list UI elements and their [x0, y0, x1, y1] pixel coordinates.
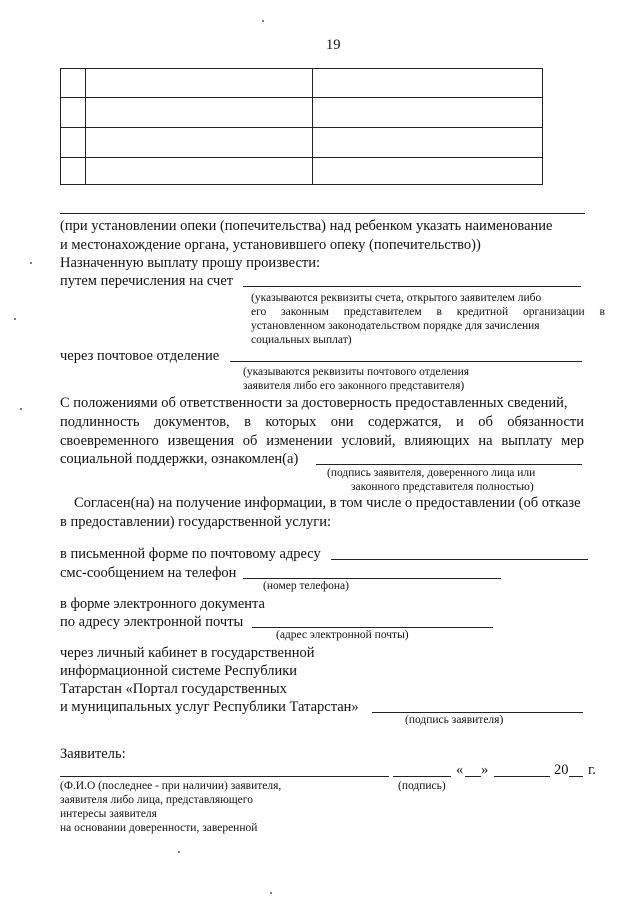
- post-office-input-line[interactable]: [230, 361, 582, 362]
- date-quote-open: «: [456, 762, 464, 778]
- guardianship-note-line1: (при установлении опеки (попечительства) над ребенком указать наименование: [60, 218, 553, 234]
- date-year-line[interactable]: [569, 776, 583, 777]
- portal-channel-line1: через личный кабинет в государственной: [60, 645, 315, 661]
- date-quote-close: »: [481, 762, 489, 778]
- table-cell: [61, 69, 86, 98]
- signature-hint-line1: (подпись заявителя, доверенного лица или: [327, 467, 536, 479]
- scan-speck: [178, 851, 180, 853]
- table-cell: [86, 128, 313, 158]
- portal-signature-line[interactable]: [372, 712, 583, 713]
- applicant-name-line[interactable]: [60, 776, 389, 777]
- account-hint-line3: установленном законодательством порядке для зачисления: [251, 320, 540, 332]
- portal-channel-line3: Татарстан «Портал государственных: [60, 681, 287, 697]
- consent-line2: в предоставлении) государственной услуги:: [60, 514, 332, 530]
- date-day-line[interactable]: [465, 776, 481, 777]
- table-row: [61, 158, 543, 185]
- email-channel-line1: в форме электронного документа: [60, 596, 265, 612]
- table-row: [61, 69, 543, 98]
- email-input-line[interactable]: [252, 627, 493, 628]
- phone-input-line[interactable]: [243, 578, 501, 579]
- applicant-label: Заявитель:: [60, 746, 126, 762]
- table-cell: [313, 128, 543, 158]
- table-cell: [86, 69, 313, 98]
- scan-speck: [20, 408, 22, 410]
- account-hint-line1: (указываются реквизиты счета, открытого заявителем либо: [251, 292, 542, 304]
- email-channel-line2: по адресу электронной почты: [60, 614, 244, 630]
- table-cell: [313, 69, 543, 98]
- table-cell: [61, 128, 86, 158]
- post-hint-line2: заявителя либо его законного представителя): [243, 380, 465, 392]
- scan-speck: [262, 20, 264, 22]
- fio-hint-line2: заявителя либо лица, представляющего: [60, 794, 253, 806]
- post-office-label: через почтовое отделение: [60, 348, 220, 364]
- table-cell: [86, 98, 313, 128]
- table-cell: [313, 98, 543, 128]
- table-cell: [61, 158, 86, 185]
- fio-hint-line4: на основании доверенности, заверенной: [60, 822, 258, 834]
- account-hint-line2: его законным представителем в кредитной организации в: [251, 306, 605, 318]
- account-input-line[interactable]: [243, 286, 581, 287]
- sms-channel-label: смс-сообщением на телефон: [60, 565, 237, 581]
- scan-speck: [30, 262, 32, 264]
- data-table: [60, 68, 543, 185]
- acknowledgement-signature-line[interactable]: [316, 464, 582, 465]
- applicant-signature-line[interactable]: [393, 776, 451, 777]
- table-cell: [313, 158, 543, 185]
- signature-hint: (подпись): [398, 780, 446, 792]
- email-hint: (адрес электронной почты): [276, 629, 409, 641]
- mail-channel-label: в письменной форме по почтовому адресу: [60, 546, 321, 562]
- guardianship-blank-line: [60, 213, 585, 214]
- table-cell: [86, 158, 313, 185]
- post-hint-line1: (указываются реквизиты почтового отделения: [243, 366, 470, 378]
- fio-hint-line3: интересы заявителя: [60, 808, 157, 820]
- page-number: 19: [326, 37, 341, 53]
- responsibility-line3: своевременного извещения об изменении условий, влияющих на выплату мер: [60, 433, 584, 449]
- consent-line1: Согласен(на) на получение информации, в том числе о предоставлении (об отказе: [74, 495, 581, 511]
- table-row: [61, 128, 543, 158]
- account-hint-line4: социальных выплат): [251, 334, 352, 346]
- date-year-prefix: 20: [554, 762, 569, 778]
- date-month-line[interactable]: [494, 776, 550, 777]
- responsibility-line2: подлинность документов, в которых они содержатся, и об обязанности: [60, 414, 584, 430]
- account-label: путем перечисления на счет: [60, 273, 234, 289]
- portal-channel-line2: информационной системе Республики: [60, 663, 298, 679]
- applicant-signature-hint: (подпись заявителя): [405, 714, 504, 726]
- payment-heading: Назначенную выплату прошу произвести:: [60, 255, 321, 271]
- scan-speck: [14, 318, 16, 320]
- phone-hint: (номер телефона): [263, 580, 349, 592]
- scan-speck: [270, 892, 272, 894]
- signature-hint-line2: законного представителя полностью): [351, 481, 534, 493]
- responsibility-line1: С положениями об ответственности за достоверность предоставленных сведений,: [60, 395, 568, 411]
- guardianship-note-line2: и местонахождение органа, установившего опеку (попечительство)): [60, 237, 481, 253]
- table-row: [61, 98, 543, 128]
- fio-hint-line1: (Ф.И.О (последнее - при наличии) заявителя,: [60, 780, 282, 792]
- mail-address-input-line[interactable]: [331, 559, 588, 560]
- responsibility-line4: социальной поддержки, ознакомлен(а): [60, 451, 299, 467]
- date-year-suffix: г.: [588, 762, 596, 778]
- table-cell: [61, 98, 86, 128]
- portal-channel-line4: и муниципальных услуг Республики Татарстан»: [60, 699, 359, 715]
